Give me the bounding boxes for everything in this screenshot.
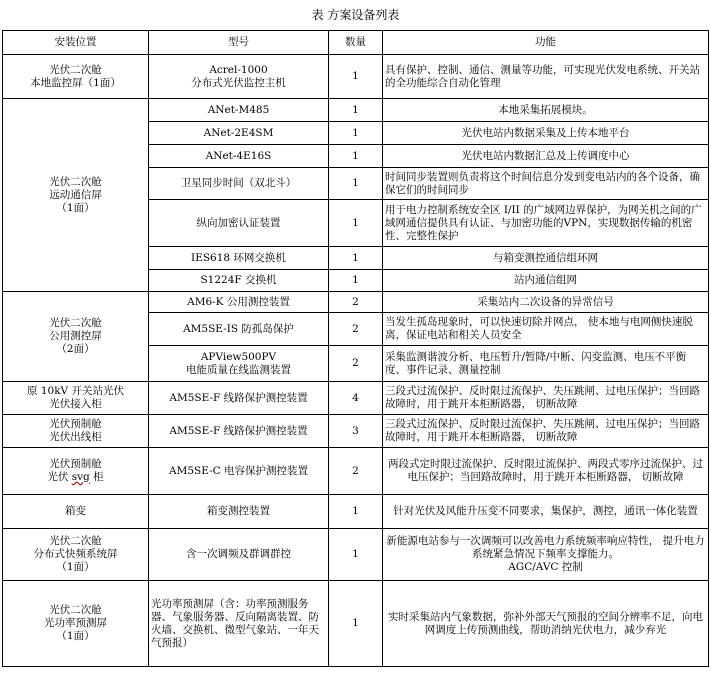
- table-caption: 表 方案设备列表: [311, 8, 400, 22]
- function-cell: 具有保护、控制、通信、测量等功能，可实现光伏发电系统、开关站的全功能综合自动化管理: [383, 55, 709, 99]
- model-cell: 光功率预测屏（含：功率预测服务器、气象服务器、反向隔离装置、防火墙、交换机、微型气象站、一年天气预报）: [149, 581, 329, 667]
- location-text-c: 柜: [89, 471, 104, 483]
- header-model: 型号: [149, 31, 329, 55]
- qty-cell: 2: [329, 313, 383, 346]
- location-cell: 箱变: [3, 495, 149, 529]
- qty-cell: 1: [329, 270, 383, 292]
- model-cell: ANet-4E16S: [149, 145, 329, 168]
- location-cell: 光伏二次舱 分布式快频系统屏 （1面）: [3, 529, 149, 581]
- function-cell: 采集监测谐波分析、电压暂升/暂降/中断、闪变监测、电压不平衡度、事件记录、测量控制: [383, 346, 709, 382]
- qty-cell: 1: [329, 495, 383, 529]
- qty-cell: 1: [329, 168, 383, 200]
- model-cell: AM5SE-F 线路保护测控装置: [149, 382, 329, 415]
- function-cell: 时间同步装置则负责将这个时间信息分发到变电站内的各个设备，确保它们的时间同步: [383, 168, 709, 200]
- function-cell: 当发生孤岛现象时，可以快速切除并网点， 使本地与电网侧快速脱离，保证电站和相关人员安全: [383, 313, 709, 346]
- table-row: [3, 529, 709, 581]
- equipment-table: [2, 30, 709, 667]
- model-cell: AM5SE-C 电容保护测控装置: [149, 448, 329, 495]
- model-cell: ANet-M485: [149, 99, 329, 122]
- qty-cell: 2: [329, 292, 383, 313]
- location-cell: 光伏二次舱 公用测控屏 （2面）: [3, 292, 149, 382]
- function-cell: 本地采集拓展模块。: [383, 99, 709, 122]
- table-row: [3, 382, 709, 415]
- function-cell: 站内通信组网: [383, 270, 709, 292]
- location-cell: 光伏预制舱 光伏出线柜: [3, 415, 149, 448]
- model-cell: 卫星同步时间（双北斗）: [149, 168, 329, 200]
- model-cell: AM5SE-IS 防孤岛保护: [149, 313, 329, 346]
- model-cell: IES618 环网交换机: [149, 247, 329, 270]
- qty-cell: 1: [329, 55, 383, 99]
- table-row: [3, 55, 709, 99]
- header-function: 功能: [383, 31, 709, 55]
- function-cell: 用于电力控制系统安全区 I/II 的广域网边界保护，为网关机之间的广域网通信提供具有认证、与加密功能的VPN，实现数据传输的机密性、完整性保护: [383, 200, 709, 247]
- model-cell: 纵向加密认证装置: [149, 200, 329, 247]
- location-cell: 原 10kV 开关站光伏 光伏接入柜: [3, 382, 149, 415]
- location-cell: 光伏二次舱 本地监控屏（1面）: [3, 55, 149, 99]
- qty-cell: 1: [329, 581, 383, 667]
- table-row: [3, 448, 709, 495]
- function-cell: 三段式过流保护、反时限过流保护、失压跳闸、过电压保护；当回路故障时，用于跳开本柜断路器， 切断故障: [383, 382, 709, 415]
- model-cell: AM5SE-F 线路保护测控装置: [149, 415, 329, 448]
- qty-cell: 1: [329, 122, 383, 145]
- qty-cell: 4: [329, 382, 383, 415]
- function-cell: 光伏电站内数据采集及上传本地平台: [383, 122, 709, 145]
- function-cell: 针对光伏及风能升压变不同要求，集保护，测控，通讯一体化装置: [383, 495, 709, 529]
- qty-cell: 3: [329, 415, 383, 448]
- location-cell: 光伏二次舱 远动通信屏 （1面）: [3, 99, 149, 292]
- table-row: [3, 99, 709, 122]
- function-cell: 三段式过流保护、反时限过流保护、失压跳闸、过电压保护；当回路故障时，用于跳开本柜断路器， 切断故障: [383, 415, 709, 448]
- qty-cell: 1: [329, 200, 383, 247]
- qty-cell: 2: [329, 346, 383, 382]
- model-cell: 箱变测控装置: [149, 495, 329, 529]
- function-cell: 光伏电站内数据汇总及上传调度中心: [383, 145, 709, 168]
- location-text-b: svg: [71, 471, 90, 483]
- qty-cell: 1: [329, 529, 383, 581]
- function-cell: 与箱变测控通信组环网: [383, 247, 709, 270]
- function-cell: 实时采集站内气象数据，弥补外部天气预报的空间分辨率不足，向电网调度上传预测曲线，帮助消纳光伏电力，减少弃光: [383, 581, 709, 667]
- table-row: [3, 292, 709, 313]
- location-text-a: 光伏预制舱 光伏: [47, 458, 102, 483]
- model-cell: ANet-2E4SM: [149, 122, 329, 145]
- function-cell: 采集站内二次设备的异常信号: [383, 292, 709, 313]
- location-cell: [3, 448, 149, 495]
- table-row: [3, 581, 709, 667]
- model-cell: AM6-K 公用测控装置: [149, 292, 329, 313]
- table-row: [3, 495, 709, 529]
- qty-cell: 2: [329, 448, 383, 495]
- function-cell: 两段式定时限过流保护、反时限过流保护、两段式零序过流保护、过电压保护；当回路故障时，用于跳开本柜断路器， 切断故障: [383, 448, 709, 495]
- qty-cell: 1: [329, 99, 383, 122]
- function-cell: 新能源电站参与一次调频可以改善电力系统频率响应特性， 提升电力系统紧急情况下频率支撑能力。 AGC/AVC 控制: [383, 529, 709, 581]
- qty-cell: 1: [329, 247, 383, 270]
- model-cell: S1224F 交换机: [149, 270, 329, 292]
- model-cell: Acrel-1000 分布式光伏监控主机: [149, 55, 329, 99]
- location-cell: 光伏二次舱 光功率预测屏 （1面）: [3, 581, 149, 667]
- header-qty: 数量: [329, 31, 383, 55]
- table-row: [3, 415, 709, 448]
- model-cell: APView500PV 电能质量在线监测装置: [149, 346, 329, 382]
- qty-cell: 1: [329, 145, 383, 168]
- model-cell: 含一次调频及群调群控: [149, 529, 329, 581]
- header-location: 安装位置: [3, 31, 149, 55]
- table-header-row: [3, 31, 709, 55]
